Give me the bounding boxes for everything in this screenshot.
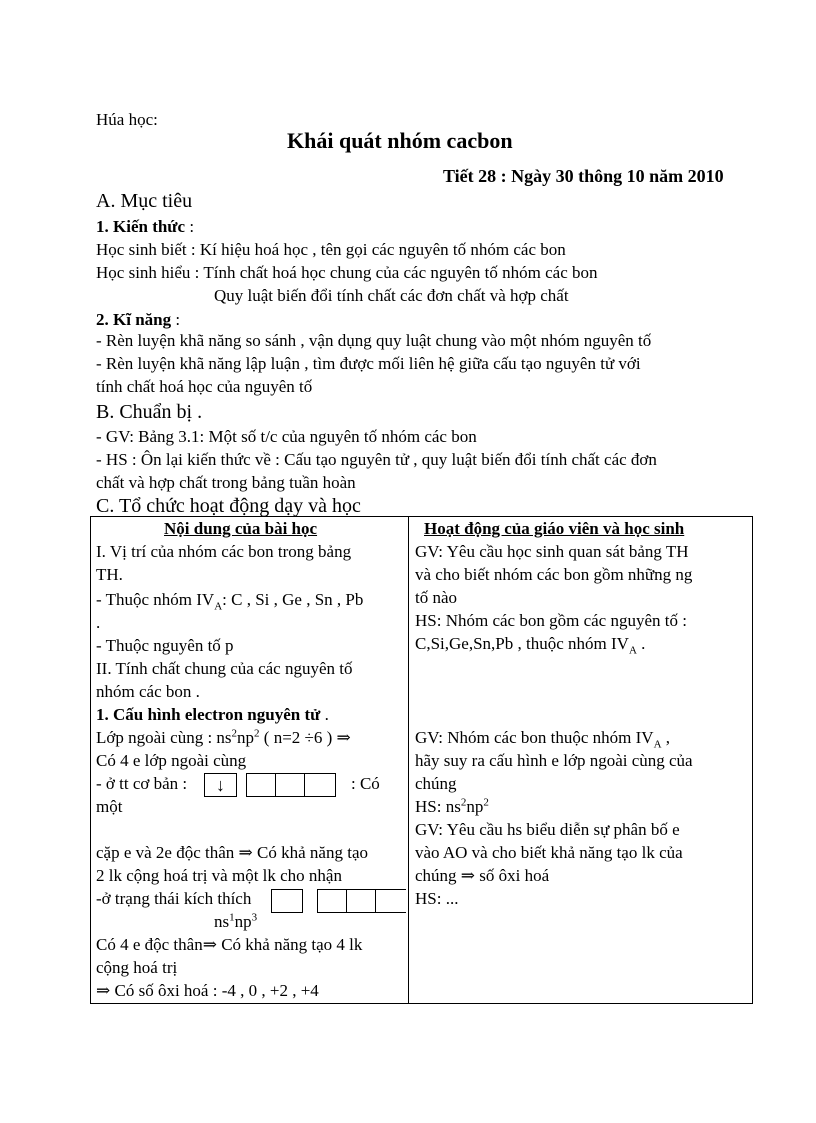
left-line-19: ⇒ Có số ôxi hoá : -4 , 0 , +2 , +4 — [96, 981, 319, 1000]
orbital-cell — [376, 890, 405, 912]
right-line-5 — [415, 634, 646, 657]
left-line-10: Có 4 e lớp ngoài cùng — [96, 751, 247, 770]
left-line-9-sup1: 2 — [231, 727, 238, 740]
knowledge-heading-line — [96, 217, 194, 237]
orbital-cell — [271, 889, 303, 913]
config-heading: 1. Cấu hình electron nguyên tử — [96, 705, 321, 724]
left-line-9-sup2: 2 — [254, 727, 260, 740]
col2-header: Hoạt động của giáo viên và học sinh — [424, 519, 685, 538]
right-line-5-sub: A — [628, 644, 637, 657]
right-line-9-sup2: 2 — [483, 796, 489, 809]
config-heading-dot: . — [320, 705, 329, 724]
left-line-3-sub: A — [214, 600, 223, 613]
section-c-heading: C. Tổ chức hoạt động dạy và học — [96, 495, 361, 517]
page-title: Khái quát nhóm cacbon — [287, 128, 513, 153]
left-line-17: Có 4 e độc thân⇒ Có khả năng tạo 4 lk — [96, 935, 363, 954]
left-line-12: một — [96, 797, 123, 816]
activity-column — [409, 517, 753, 1004]
right-line-5b: . — [636, 634, 646, 653]
left-line-15: -ở trạng thái kích thích — [96, 889, 252, 908]
content-column — [91, 517, 409, 1004]
right-line-10: GV: Yêu cầu hs biểu diễn sự phân bố e — [415, 820, 680, 839]
right-line-2: và cho biết nhóm các bon gồm những ng — [415, 565, 693, 584]
right-line-9b: np — [466, 797, 484, 816]
orbital-p-box — [246, 773, 336, 797]
left-line-4: . — [96, 613, 101, 632]
right-line-3: tố nào — [415, 588, 458, 607]
left-line-9 — [96, 728, 351, 748]
right-line-6 — [415, 728, 671, 751]
left-line-1: I. Vị trí của nhóm các bon trong bảng — [96, 542, 352, 561]
orbital-cell — [276, 774, 305, 796]
left-line-18: cộng hoá trị — [96, 958, 178, 977]
skills-line-3: tính chất hoá học của nguyên tố — [96, 377, 313, 396]
orbital-cell — [347, 890, 376, 912]
knowledge-line-3: Quy luật biến đổi tính chất các đơn chất và hợp chất — [214, 286, 569, 305]
orbital-p-box-excited — [317, 889, 406, 913]
skills-heading: 2. Kĩ năng — [96, 310, 172, 329]
left-line-16-sup1: 1 — [229, 911, 235, 924]
knowledge-line-1: Học sinh biết : Kí hiệu hoá học , tên gọi các nguyên tố nhóm các bon — [96, 240, 566, 259]
right-line-9 — [415, 797, 489, 817]
right-line-9-sup1: 2 — [460, 796, 467, 809]
right-line-6b: , — [661, 728, 671, 747]
left-line-16a: ns — [214, 912, 230, 931]
lesson-table — [90, 516, 753, 1004]
right-line-1: GV: Yêu cầu học sinh quan sát bảng TH — [415, 542, 689, 561]
orbital-cell — [247, 774, 276, 796]
left-line-13: cặp e và 2e độc thân ⇒ Có khả năng tạo — [96, 843, 368, 862]
right-line-11: vào AO và cho biết khả năng tạo lk của — [415, 843, 683, 862]
down-arrow-icon: ↓ — [204, 773, 237, 797]
left-line-9b: np — [237, 728, 255, 747]
right-line-7: hãy suy ra cấu hình e lớp ngoài cùng của — [415, 751, 693, 770]
right-line-6-sub: A — [653, 738, 662, 751]
left-line-6: II. Tính chất chung của các nguyên tố — [96, 659, 353, 678]
right-line-12: chúng ⇒ số ôxi hoá — [415, 866, 550, 885]
right-line-6a: GV: Nhóm các bon thuộc nhóm IV — [415, 728, 654, 747]
left-line-11b: : Có — [351, 774, 380, 793]
prep-line-1: - GV: Bảng 3.1: Một số t/c của nguyên tố nhóm các bon — [96, 427, 477, 446]
knowledge-heading: 1. Kiến thức — [96, 217, 186, 236]
left-line-3a: - Thuộc nhóm IV — [96, 590, 215, 609]
left-line-2: TH. — [96, 565, 123, 584]
prep-line-2: - HS : Ôn lại kiến thức về : Cấu tạo nguyên tử , quy luật biến đổi tính chất các đơn — [96, 450, 657, 469]
left-line-7: nhóm các bon . — [96, 682, 200, 701]
left-line-16 — [214, 912, 257, 932]
col1-header: Nội dung của bài học — [164, 519, 318, 538]
right-line-9a: HS: ns — [415, 797, 461, 816]
right-line-13: HS: ... — [415, 889, 459, 908]
skills-line-1: - Rèn luyện khã năng so sánh , vận dụng quy luật chung vào một nhóm nguyên tố — [96, 331, 652, 350]
right-line-4: HS: Nhóm các bon gồm các nguyên tố : — [415, 611, 687, 630]
prep-line-3: chất và hợp chất trong bảng tuần hoàn — [96, 473, 356, 492]
skills-heading-line — [96, 310, 180, 330]
lesson-line: Tiết 28 : Ngày 30 thông 10 năm 2010 — [443, 166, 724, 186]
skills-colon: : — [171, 310, 181, 329]
section-b-heading: B. Chuẩn bị . — [96, 401, 203, 423]
knowledge-colon: : — [185, 217, 195, 236]
orbital-s-box-excited — [271, 889, 303, 913]
left-line-16-sup2: 3 — [251, 911, 258, 924]
left-line-3 — [96, 590, 364, 613]
knowledge-line-2: Học sinh hiểu : Tính chất hoá học chung của các nguyên tố nhóm các bon — [96, 263, 598, 282]
subject-label: Húa học: — [96, 110, 158, 129]
orbital-s-box — [204, 773, 237, 797]
left-line-11: - ở tt cơ bản : — [96, 774, 188, 793]
left-line-16b: np — [234, 912, 252, 931]
orbital-cell — [305, 774, 334, 796]
left-line-5: - Thuộc nguyên tố p — [96, 636, 234, 655]
orbital-cell — [318, 890, 347, 912]
left-line-8 — [96, 705, 329, 725]
right-line-5a: C,Si,Ge,Sn,Pb , thuộc nhóm IV — [415, 634, 629, 653]
left-line-9a: Lớp ngoài cùng : ns — [96, 728, 232, 747]
right-line-8: chúng — [415, 774, 457, 793]
left-line-3b: : C , Si , Ge , Sn , Pb — [222, 590, 364, 609]
left-line-14: 2 lk cộng hoá trị và một lk cho nhận — [96, 866, 342, 885]
skills-line-2: - Rèn luyện khã năng lập luận , tìm được mối liên hệ giữa cấu tạo nguyên tử với — [96, 354, 641, 373]
left-line-9c: ( n=2 ÷6 ) ⇒ — [259, 728, 351, 747]
section-a-heading: A. Mục tiêu — [96, 190, 193, 212]
